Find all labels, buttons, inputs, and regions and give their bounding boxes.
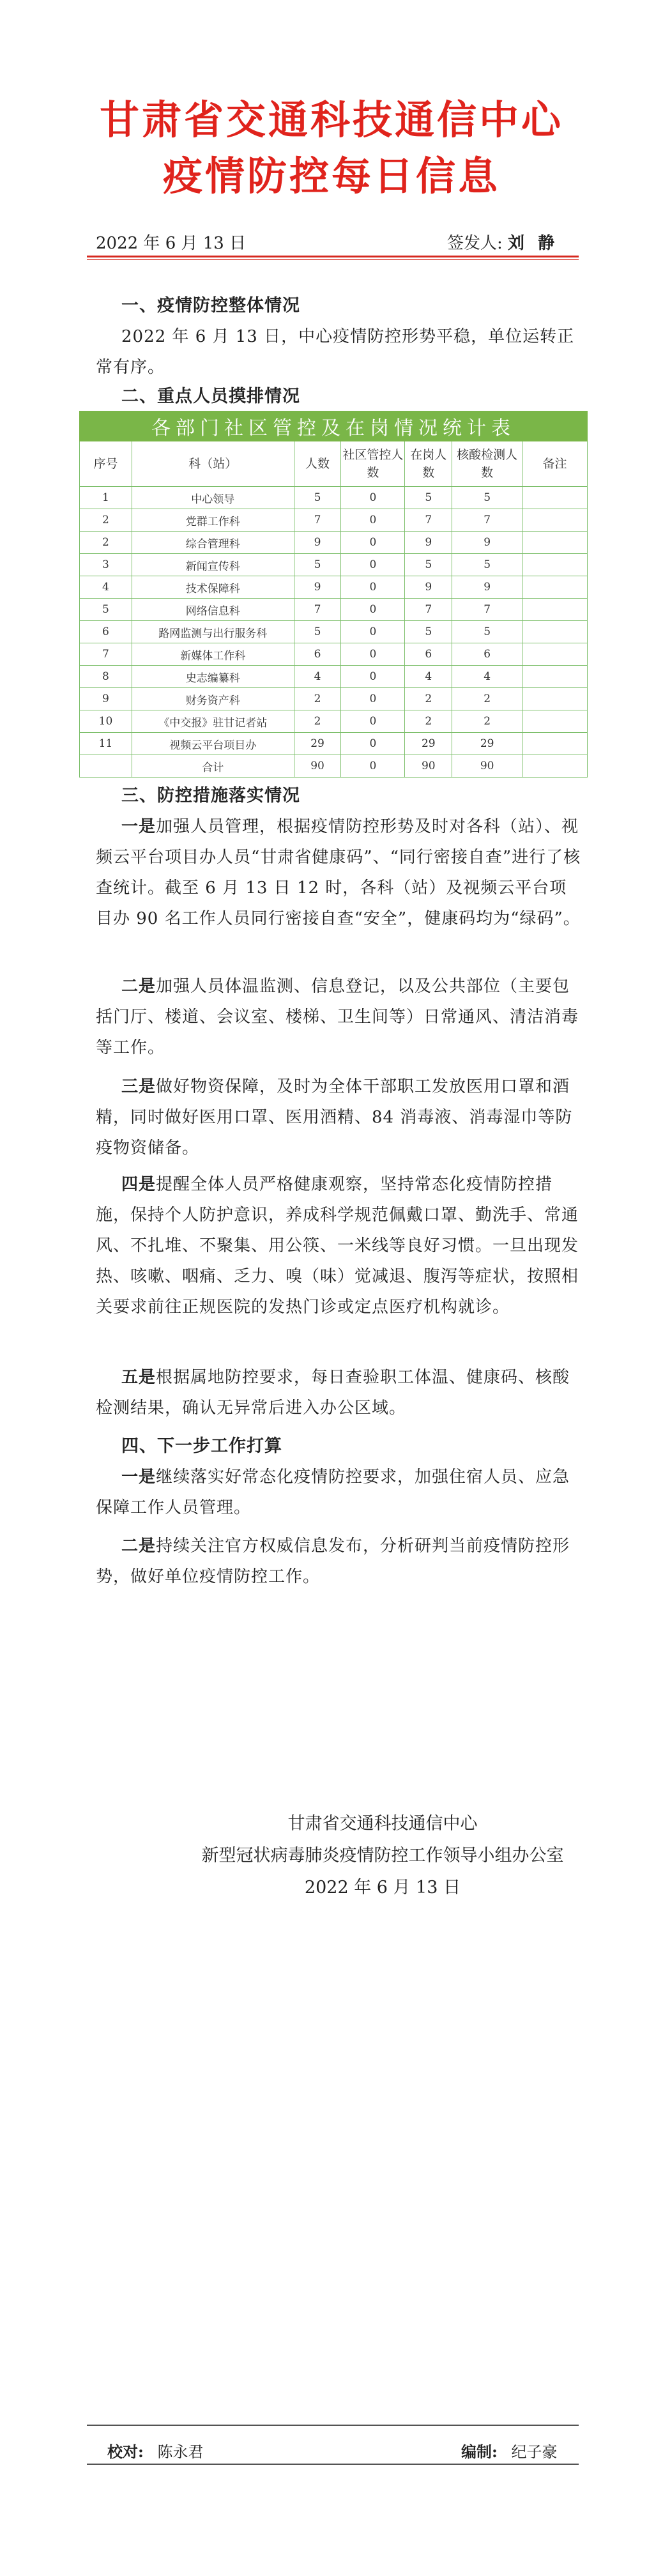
table-cell: 5: [452, 621, 522, 643]
table-cell: 合计: [132, 755, 294, 778]
statistics-table: [79, 411, 588, 778]
table-cell: 5: [294, 487, 341, 509]
table-row: [80, 576, 588, 599]
measure-item-3: [96, 1071, 581, 1163]
table-caption: 各部门社区管控及在岗情况统计表: [80, 411, 588, 441]
table-row: [80, 509, 588, 532]
measure-text: 加强人员管理，根据疫情防控形势及时对各科（站）、视频云平台项目办人员“甘肃省健康码”、“同行密接自查”进行了核查统计。截至 6 月 13 日 12 时，各科（站）及视频云平台项目办 90 名工作人员同行密接自查“安全”，健康码均为“绿码”。: [96, 817, 581, 928]
col-header: 备注: [522, 441, 588, 487]
table-row: [80, 710, 588, 733]
proof-name: 陈永君: [157, 2443, 204, 2461]
plan-lead: 二是: [121, 1537, 156, 1556]
table-cell: 29: [294, 733, 341, 755]
table-cell: 9: [294, 532, 341, 554]
table-cell: 2: [405, 710, 452, 733]
footer-top-rule: [87, 2425, 579, 2426]
plan-text: 持续关注官方权威信息发布，分析研判当前疫情防控形势，做好单位疫情防控工作。: [96, 1537, 570, 1586]
measure-item-5: [96, 1362, 581, 1423]
table-cell: 2: [80, 509, 132, 532]
measure-lead: 三是: [121, 1077, 156, 1096]
table-cell: 0: [341, 599, 405, 621]
table-row: [80, 643, 588, 666]
table-cell: 5: [405, 554, 452, 576]
table-cell: 7: [405, 509, 452, 532]
table-cell: 5: [405, 621, 452, 643]
table-cell: 5: [294, 554, 341, 576]
signature-org1: 甘肃省交通科技通信中心: [287, 1814, 478, 1834]
table-cell: 路网监测与出行服务科: [132, 621, 294, 643]
table-cell: 90: [294, 755, 341, 778]
section4-heading: 四、下一步工作打算: [121, 1436, 282, 1456]
measure-text: 做好物资保障，及时为全体干部职工发放医用口罩和酒精，同时做好医用口罩、医用酒精、84 消毒液、消毒湿巾等防疫物资储备。: [96, 1077, 573, 1158]
signature-org2: 新型冠状病毒肺炎疫情防控工作领导小组办公室: [201, 1846, 564, 1866]
document-title-line1: 甘肃省交通科技通信中心: [99, 96, 563, 143]
table-cell: 视频云平台项目办: [132, 733, 294, 755]
table-cell: 0: [341, 621, 405, 643]
measure-text: 提醒全体人员严格健康观察，坚持常态化疫情防控措施，保持个人防护意识，养成科学规范佩戴口罩、勤洗手、常通风、不扎堆、不聚集、用公筷、一米线等良好习惯。一旦出现发热、咳嗽、咽痛、乏力、嗅（味）觉减退、腹泻等症状，按照相关要求前往正规医院的发热门诊或定点医疗机构就诊。: [96, 1175, 579, 1317]
section1-text: 2022 年 6 月 13 日，中心疫情防控形势平稳，单位运转正常有序。: [96, 327, 575, 377]
table-cell: 6: [405, 643, 452, 666]
table-cell: 29: [405, 733, 452, 755]
table-cell: 0: [341, 643, 405, 666]
issue-date: 2022 年 6 月 13 日: [96, 234, 247, 253]
table-cell: 6: [80, 621, 132, 643]
table-cell: [522, 755, 588, 778]
section1-heading: 一、疫情防控整体情况: [121, 296, 300, 316]
table-cell: 史志编纂科: [132, 666, 294, 688]
table-row: [80, 666, 588, 688]
measure-lead: 四是: [121, 1175, 156, 1194]
col-header: 序号: [80, 441, 132, 487]
table-cell: 90: [405, 755, 452, 778]
header-divider-thin: [87, 259, 579, 260]
table-cell: 9: [405, 532, 452, 554]
table-header-row: [80, 441, 588, 487]
table-cell: 6: [294, 643, 341, 666]
table-row: [80, 621, 588, 643]
table-cell: [522, 487, 588, 509]
proofreader: [107, 2439, 204, 2462]
table-body: [80, 487, 588, 778]
table-cell: 7: [294, 509, 341, 532]
table-cell: 《中交报》驻甘记者站: [132, 710, 294, 733]
table-cell: 9: [452, 576, 522, 599]
table-cell: [522, 554, 588, 576]
issuer-name: 刘 静: [508, 234, 559, 253]
measure-item-1: [96, 811, 581, 934]
section3-heading: 三、防控措施落实情况: [121, 786, 300, 806]
table-cell: 0: [341, 733, 405, 755]
table-cell: 中心领导: [132, 487, 294, 509]
table-cell: 9: [405, 576, 452, 599]
table-cell: 0: [341, 710, 405, 733]
plan-item-2: [96, 1531, 581, 1592]
table-row: [80, 599, 588, 621]
proof-label: 校对:: [107, 2442, 144, 2461]
table-cell: [522, 599, 588, 621]
table-cell: 3: [80, 554, 132, 576]
table-cell: 1: [80, 487, 132, 509]
table-cell: 5: [452, 554, 522, 576]
table-cell: 2: [452, 710, 522, 733]
table-cell: 9: [80, 688, 132, 710]
table-cell: 29: [452, 733, 522, 755]
table-row: [80, 688, 588, 710]
table-cell: 9: [294, 576, 341, 599]
measure-text: 根据属地防控要求，每日查验职工体温、健康码、核酸检测结果，确认无异常后进入办公区域。: [96, 1368, 570, 1418]
header-divider: [87, 256, 579, 257]
plan-lead: 一是: [121, 1468, 156, 1487]
table-cell: [522, 666, 588, 688]
table-cell: 4: [452, 666, 522, 688]
table-cell: 2: [80, 532, 132, 554]
table-row: [80, 755, 588, 778]
table-cell: 5: [80, 599, 132, 621]
table-cell: 0: [341, 666, 405, 688]
table-cell: 7: [294, 599, 341, 621]
editor-name: 纪子豪: [511, 2443, 558, 2461]
col-header: 核酸检测人数: [452, 441, 522, 487]
table-cell: 0: [341, 554, 405, 576]
table-cell: 0: [341, 688, 405, 710]
table-row: [80, 554, 588, 576]
table-cell: 新闻宣传科: [132, 554, 294, 576]
table-cell: 5: [452, 487, 522, 509]
table-cell: 0: [341, 509, 405, 532]
table-cell: [522, 576, 588, 599]
table-cell: 90: [452, 755, 522, 778]
table-cell: 6: [452, 643, 522, 666]
table-cell: 2: [452, 688, 522, 710]
measure-lead: 五是: [121, 1368, 156, 1387]
table-row: [80, 532, 588, 554]
table-cell: 10: [80, 710, 132, 733]
table-cell: [522, 688, 588, 710]
table-cell: 网络信息科: [132, 599, 294, 621]
signature-date: 2022 年 6 月 13 日: [304, 1878, 461, 1897]
table-cell: 技术保障科: [132, 576, 294, 599]
table-cell: 7: [405, 599, 452, 621]
table-cell: [522, 532, 588, 554]
measure-lead: 一是: [121, 817, 156, 836]
col-header: 科（站）: [132, 441, 294, 487]
table-cell: 0: [341, 576, 405, 599]
table-cell: [80, 755, 132, 778]
table-row: [80, 487, 588, 509]
plan-text: 继续落实好常态化疫情防控要求，加强住宿人员、应急保障工作人员管理。: [96, 1468, 570, 1517]
table-cell: 7: [452, 509, 522, 532]
table-cell: 5: [294, 621, 341, 643]
document-title-line2: 疫情防控每日信息: [162, 153, 500, 199]
editor: [461, 2439, 558, 2462]
table-row: [80, 733, 588, 755]
issuer-label: 签发人:: [447, 234, 503, 253]
table-cell: 综合管理科: [132, 532, 294, 554]
table-cell: 7: [80, 643, 132, 666]
table-cell: 新媒体工作科: [132, 643, 294, 666]
table-cell: 2: [294, 710, 341, 733]
table-cell: 5: [405, 487, 452, 509]
table-cell: 0: [341, 532, 405, 554]
table-cell: 4: [405, 666, 452, 688]
table-cell: 0: [341, 755, 405, 778]
measure-text: 加强人员体温监测、信息登记，以及公共部位（主要包括门厅、楼道、会议室、楼梯、卫生间等）日常通风、清洁消毒等工作。: [96, 977, 579, 1057]
table-cell: 0: [341, 487, 405, 509]
measure-item-4: [96, 1169, 581, 1322]
table-cell: 2: [405, 688, 452, 710]
measure-item-2: [96, 971, 581, 1063]
table-cell: 2: [294, 688, 341, 710]
table-cell: [522, 509, 588, 532]
col-header: 在岗人数: [405, 441, 452, 487]
table-cell: 7: [452, 599, 522, 621]
table-cell: 财务资产科: [132, 688, 294, 710]
table-cell: 8: [80, 666, 132, 688]
table-cell: [522, 733, 588, 755]
plan-item-1: [96, 1462, 581, 1523]
editor-label: 编制:: [461, 2442, 498, 2461]
measure-lead: 二是: [121, 977, 156, 996]
col-header: 社区管控人数: [341, 441, 405, 487]
table-cell: 4: [80, 576, 132, 599]
section2-heading: 二、重点人员摸排情况: [121, 387, 300, 406]
table-cell: 9: [452, 532, 522, 554]
col-header: 人数: [294, 441, 341, 487]
table-cell: 党群工作科: [132, 509, 294, 532]
footer-bottom-rule: [87, 2464, 579, 2465]
issuer: [447, 230, 558, 254]
table-cell: [522, 643, 588, 666]
table-cell: 4: [294, 666, 341, 688]
table-cell: [522, 621, 588, 643]
table-cell: 11: [80, 733, 132, 755]
table-cell: [522, 710, 588, 733]
